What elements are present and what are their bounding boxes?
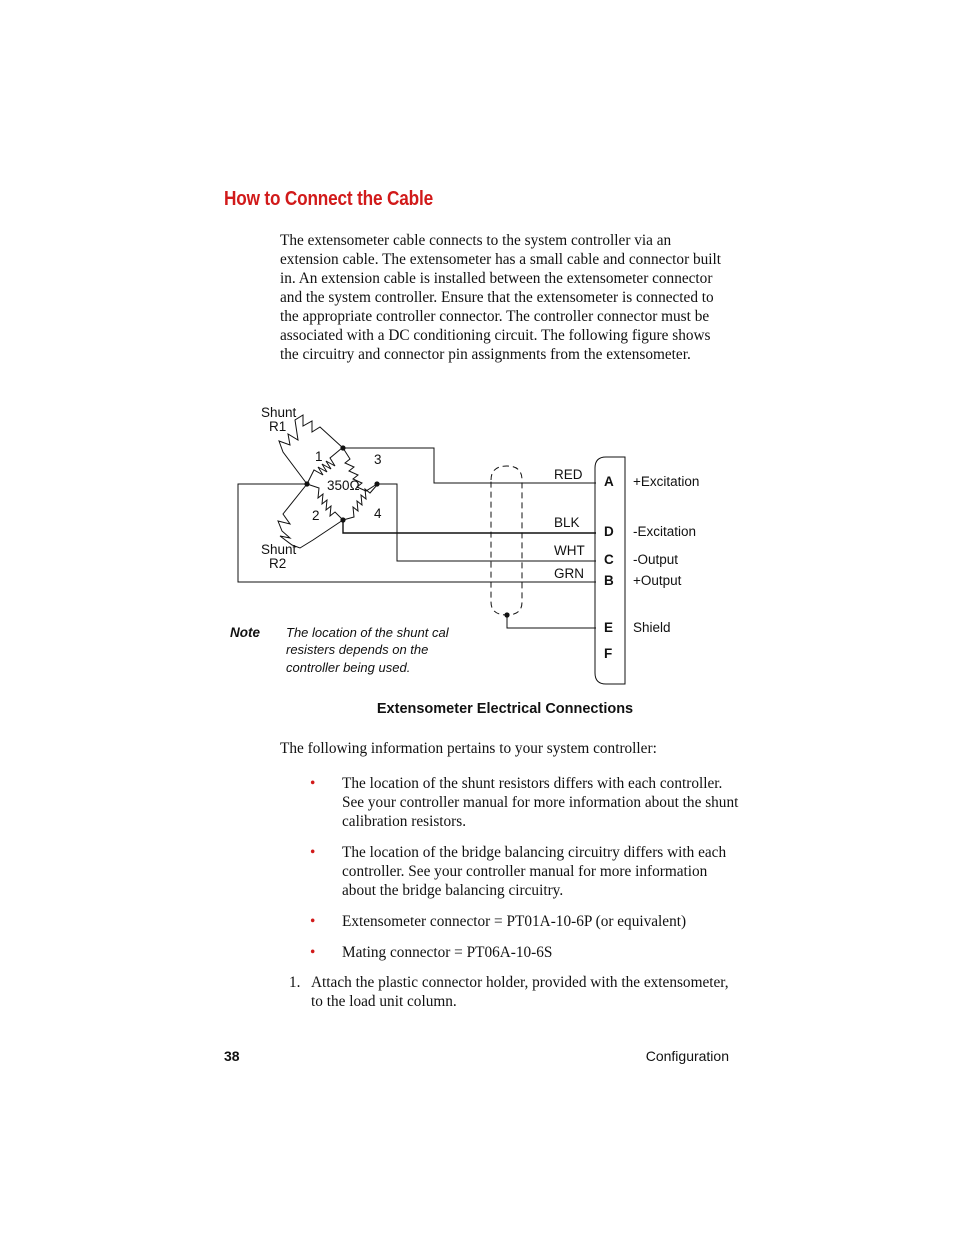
- pin-label-a: A: [604, 474, 614, 489]
- signal-label-a: +Excitation: [633, 474, 700, 489]
- bullet-text: The location of the bridge balancing circuitry differs with each controller. See your controller manual for more information about the bridge balancing circuitry.: [342, 844, 727, 899]
- shunt-r1-resistor: [279, 415, 343, 484]
- shunt-r1-label: Shunt: [261, 405, 297, 420]
- pin-label-f: F: [604, 646, 613, 661]
- pin-label-e: E: [604, 620, 614, 635]
- node-label-4: 4: [374, 506, 382, 521]
- step-number: 1.: [289, 974, 301, 991]
- wire-label-wht: WHT: [554, 543, 585, 558]
- wire-label-red: RED: [554, 467, 583, 482]
- pin-label-d: D: [604, 524, 614, 539]
- resistance-label: 350Ω: [327, 478, 360, 493]
- node-label-1: 1: [315, 449, 323, 464]
- shield-dot: [504, 612, 509, 617]
- step-text: Attach the plastic connector holder, provided with the extensometer, to the load unit column.: [311, 974, 729, 1010]
- pin-label-b: B: [604, 573, 614, 588]
- node-dot-3: [374, 481, 379, 486]
- signal-label-c: -Output: [633, 552, 679, 567]
- section-name: Configuration: [645, 1048, 729, 1064]
- shunt-r1-sub: R1: [269, 419, 287, 434]
- bullet-marker: •: [310, 775, 316, 792]
- wire-shield: [507, 615, 596, 628]
- bullet-text: The location of the shunt resistors differs with each controller. See your controller manual for more information about the shunt calibration resistors.: [342, 775, 739, 830]
- signal-label-b: +Output: [633, 573, 682, 588]
- info-paragraph: The following information pertains to your system controller:: [280, 740, 657, 757]
- bullet-text: Mating connector = PT06A-10-6S: [342, 944, 553, 961]
- page-heading: How to Connect the Cable: [224, 188, 433, 210]
- list-item: [310, 843, 740, 900]
- shunt-r2-label: Shunt: [261, 542, 297, 557]
- node-dot-4: [340, 517, 345, 522]
- page-number: 38: [224, 1048, 240, 1064]
- node-label-2: 2: [312, 508, 320, 523]
- list-item: [310, 943, 740, 962]
- list-item: [310, 912, 740, 931]
- figure-caption: Extensometer Electrical Connections: [376, 701, 634, 717]
- note-line-1: The location of the shunt cal: [286, 625, 449, 640]
- node-dot-1: [340, 445, 345, 450]
- bullet-list: [310, 774, 740, 974]
- node-dot-2: [304, 481, 309, 486]
- pin-label-c: C: [604, 552, 614, 567]
- note-line-3: controller being used.: [286, 660, 411, 675]
- bullet-text: Extensometer connector = PT01A-10-6P (or equivalent): [342, 913, 687, 930]
- node-label-3: 3: [374, 452, 382, 467]
- list-item: [310, 774, 740, 831]
- shunt-r2-resistor: [278, 484, 343, 548]
- wire-label-blk: BLK: [554, 515, 580, 530]
- intro-paragraph: The extensometer cable connects to the system controller via an extension cable. The extensometer has a small cable and connector built in. An extension cable is installed between the extensometer connector and the system controller. Ensure that the extensometer is connected to the appropriate controller connector. The controller connector must be associated with a DC conditioning circuit. The following figure shows the circuitry and connector pin assignments from the extensometer.: [280, 232, 722, 363]
- bullet-marker: •: [310, 913, 316, 930]
- shunt-r2-sub: R2: [269, 556, 287, 571]
- bullet-marker: •: [310, 844, 316, 861]
- note-label: Note: [230, 625, 260, 640]
- note-line-2: resisters depends on the: [286, 642, 429, 657]
- bullet-marker: •: [310, 944, 316, 961]
- step-item: [289, 973, 729, 1011]
- numbered-steps: [289, 973, 729, 1011]
- wire-label-grn: GRN: [554, 566, 584, 581]
- signal-label-e: Shield: [633, 620, 671, 635]
- cable-shield: [491, 466, 522, 615]
- signal-label-d: -Excitation: [633, 524, 697, 539]
